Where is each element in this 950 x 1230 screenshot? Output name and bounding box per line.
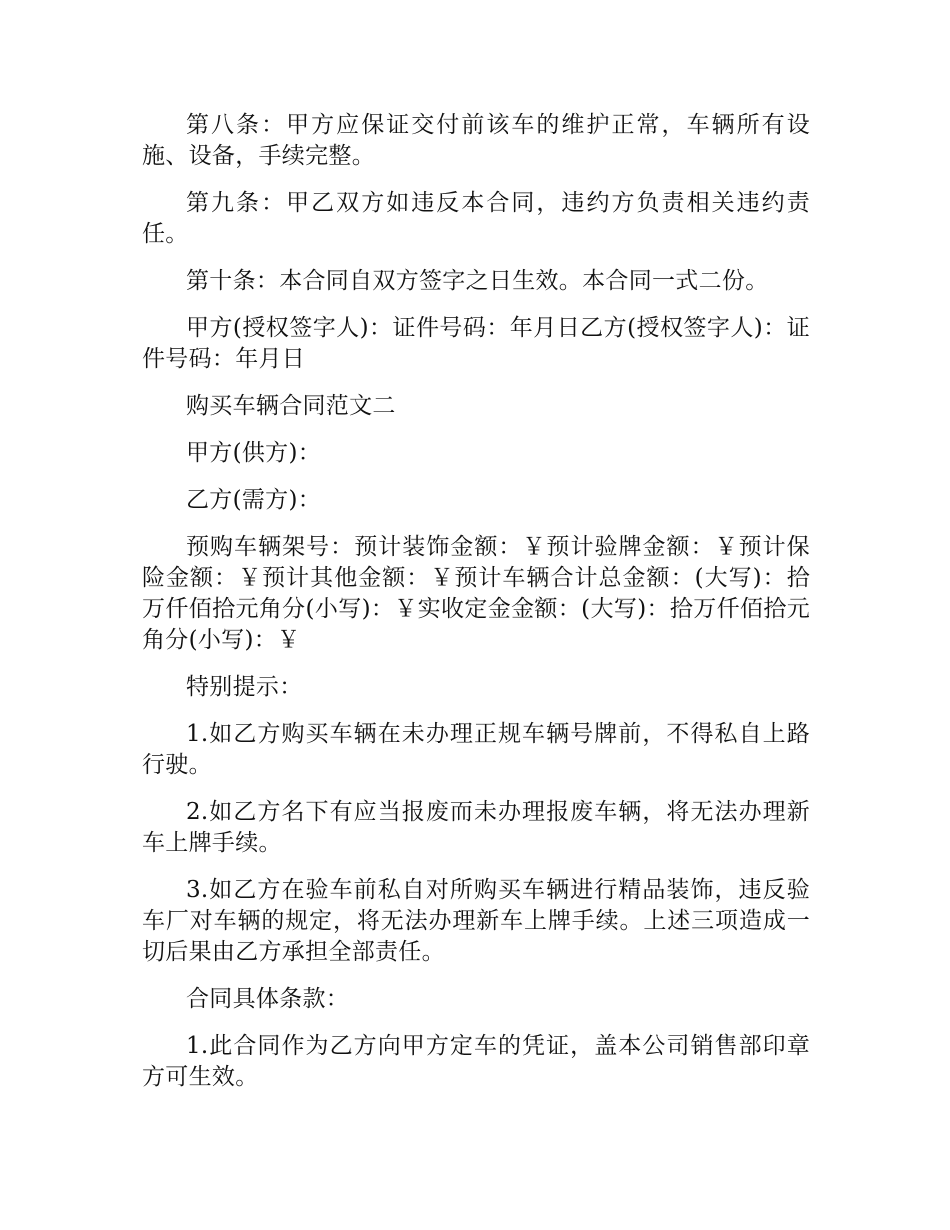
notice-heading: 特别提示： — [186, 674, 303, 700]
signature-line: 甲方(授权签字人)：证件号码：年月日乙方(授权签字人)：证件号码：年月日 — [142, 315, 810, 372]
notice-item-1: 1.如乙方购买车辆在未办理正规车辆号牌前，不得私自上路行驶。 — [142, 721, 810, 778]
clause-9: 第九条：甲乙双方如违反本合同，违约方负责相关违约责任。 — [142, 190, 810, 247]
section-title: 购买车辆合同范文二 — [186, 393, 396, 419]
clause-10: 第十条：本合同自双方签字之日生效。本合同一式二份。 — [186, 268, 769, 294]
document-page — [142, 110, 810, 1109]
terms-heading: 合同具体条款： — [186, 986, 350, 1012]
term-item-1: 1.此合同作为乙方向甲方定车的凭证，盖本公司销售部印章方可生效。 — [142, 1033, 810, 1090]
amounts-paragraph: 预购车辆架号：预计装饰金额：￥预计验牌金额：￥预计保险金额：￥预计其他金额：￥预计车辆合计总金额：(大写)：拾万仟佰拾元角分(小写)：￥实收定金金额：(大写)：拾万仟佰拾元角分(小写)：￥ — [142, 534, 810, 653]
notice-item-3: 3.如乙方在验车前私自对所购买车辆进行精品装饰，违反验车厂对车辆的规定，将无法办理新车上牌手续。上述三项造成一切后果由乙方承担全部责任。 — [142, 877, 810, 965]
party-b: 乙方(需方)： — [186, 487, 322, 513]
clause-8: 第八条：甲方应保证交付前该车的维护正常，车辆所有设施、设备，手续完整。 — [142, 112, 810, 169]
notice-item-2: 2.如乙方名下有应当报废而未办理报废车辆，将无法办理新车上牌手续。 — [142, 799, 810, 856]
party-a: 甲方(供方)： — [186, 440, 322, 466]
